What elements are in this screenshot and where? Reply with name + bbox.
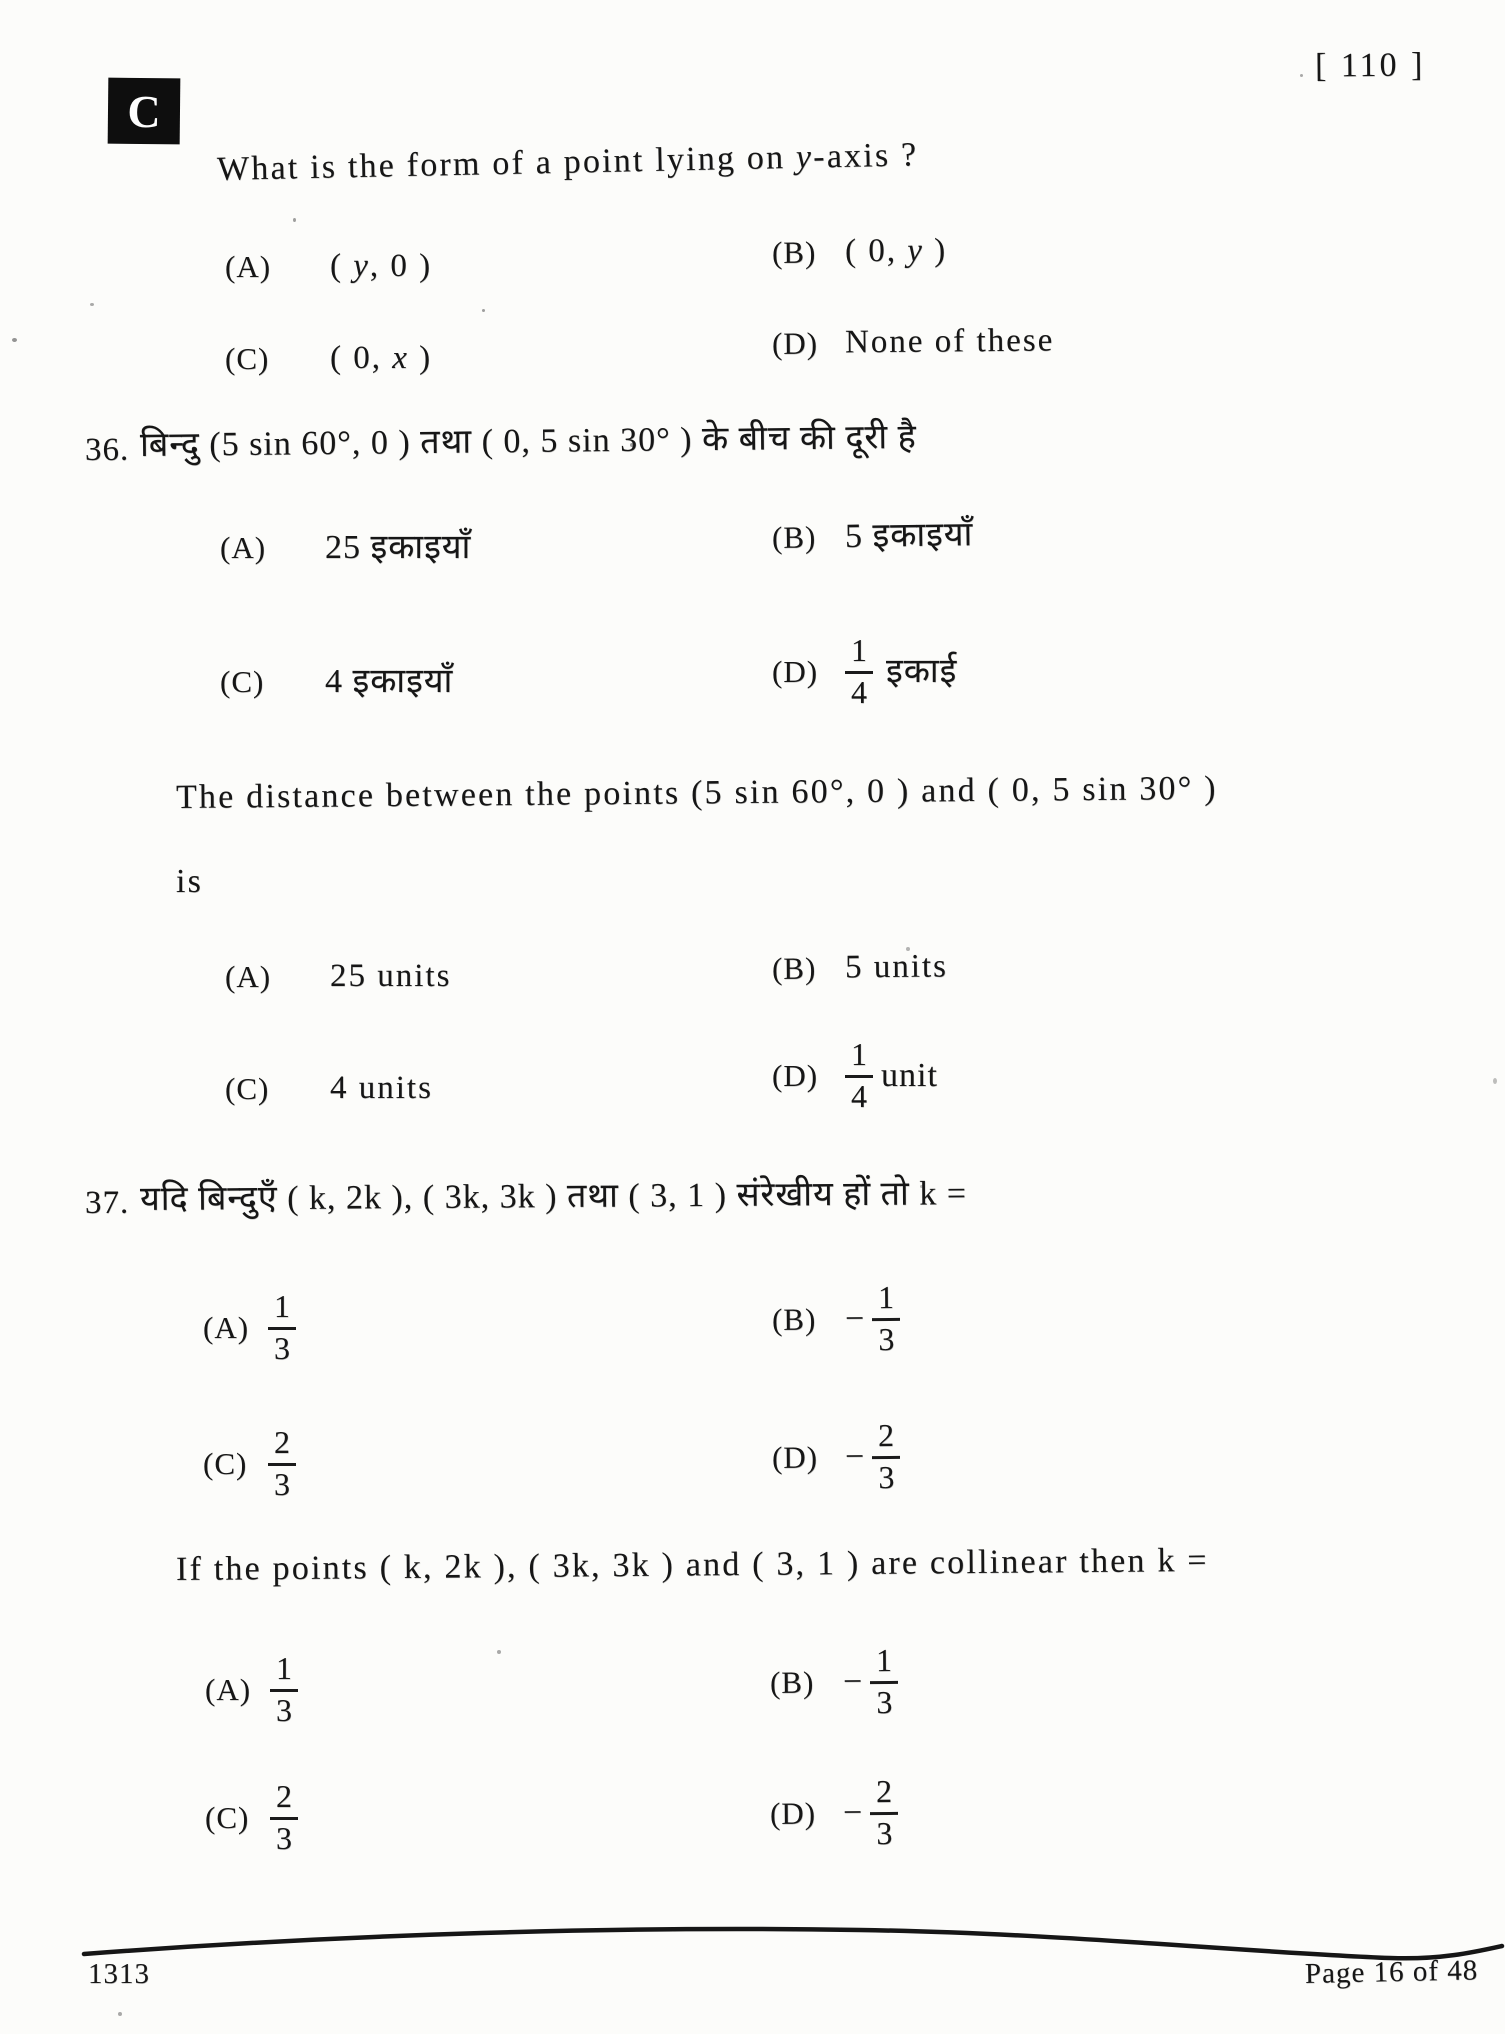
- option-label: (C): [203, 1446, 248, 1482]
- option-label: (A): [225, 249, 272, 285]
- fraction-denominator: 3: [878, 1320, 895, 1357]
- option-value: None of these: [844, 322, 1055, 361]
- option-c: [225, 1070, 433, 1108]
- fraction: [870, 1772, 899, 1851]
- fraction-denominator: 4: [851, 673, 867, 710]
- option-label: (D): [771, 325, 819, 362]
- option-label: (D): [772, 1058, 819, 1094]
- option-label: (C): [225, 1071, 270, 1107]
- footer-page-code: 1313: [88, 1958, 150, 1990]
- option-label: (C): [205, 1800, 250, 1836]
- option-label: (C): [220, 663, 265, 699]
- option-c: [225, 340, 432, 378]
- page-ref: [ 110 ]: [1314, 46, 1426, 85]
- scan-speck: [12, 338, 17, 342]
- option-b: [772, 515, 974, 557]
- option-c: [220, 662, 453, 701]
- option-value: 25 units: [330, 958, 452, 994]
- footer-rule: [0, 1912, 1505, 1982]
- fraction: [270, 1780, 298, 1856]
- option-label: (B): [771, 519, 817, 555]
- option-label: (D): [769, 1795, 817, 1832]
- option-label: (B): [769, 1664, 815, 1701]
- question-stem-hindi: यदि बिन्दुएँ ( k, 2k ), ( 3k, 3k ) तथा ( 3, 1 ) संरेखीय हों तो k =: [139, 1175, 968, 1218]
- question-number: 36.: [85, 432, 130, 468]
- fraction-denominator: 3: [878, 1458, 895, 1495]
- option-d: [771, 1416, 901, 1496]
- option-label: (D): [772, 654, 819, 690]
- option-a: [203, 1290, 296, 1366]
- fraction: [845, 1038, 873, 1114]
- math-var: x: [392, 340, 409, 376]
- option-value: 4 इकाइयाँ: [325, 663, 454, 700]
- option-value: 4 units: [330, 1070, 433, 1106]
- question-stem-english-line2: is: [176, 863, 204, 900]
- fraction-numerator: 1: [872, 1281, 900, 1321]
- fraction-numerator: 2: [268, 1426, 296, 1466]
- fraction: [270, 1652, 298, 1728]
- lead-question-pre: What is the form of a point lying on: [216, 138, 797, 188]
- question-stem-english: If the points ( k, 2k ), ( 3k, 3k ) and ( 3, 1 ) are collinear then k =: [175, 1541, 1209, 1588]
- option-label: (D): [771, 1439, 819, 1476]
- option-b: [769, 1641, 899, 1721]
- fraction: [845, 634, 873, 710]
- fraction-denominator: 4: [851, 1077, 867, 1114]
- scan-speck: [497, 1650, 501, 1654]
- option-c: [205, 1780, 298, 1856]
- option-label: (A): [225, 959, 272, 995]
- option-c: [203, 1426, 296, 1502]
- minus-sign: −: [842, 1794, 863, 1832]
- scan-speck: [1300, 74, 1303, 77]
- scan-speck: [630, 443, 634, 447]
- minus-sign: −: [844, 1300, 865, 1338]
- minus-sign: −: [844, 1438, 865, 1476]
- question-number: 37.: [85, 1185, 130, 1221]
- fraction-denominator: 3: [274, 1329, 290, 1366]
- math-var: y: [353, 248, 370, 284]
- option-label: (B): [771, 1301, 817, 1338]
- option-value: ( y, 0 ): [330, 248, 433, 284]
- option-a: [205, 1652, 298, 1728]
- option-d: [772, 323, 1055, 363]
- scan-speck: [1493, 1078, 1497, 1084]
- scan-speck: [293, 218, 296, 222]
- math-var: y: [795, 138, 814, 176]
- fraction: [872, 1416, 901, 1495]
- option-value: इकाई: [886, 653, 958, 691]
- fraction-numerator: 1: [270, 1652, 298, 1692]
- minus-sign: −: [842, 1663, 863, 1701]
- fraction-numerator: 2: [870, 1775, 898, 1815]
- fraction-numerator: 2: [270, 1780, 298, 1820]
- option-label: (A): [220, 529, 267, 565]
- option-a: [225, 958, 451, 996]
- question-stem-hindi: बिन्दु (5 sin 60°, 0 ) तथा ( 0, 5 sin 30° ) के बीच की दूरी है: [139, 418, 917, 464]
- option-label: (C): [225, 341, 270, 377]
- option-label: (A): [205, 1672, 252, 1708]
- option-value: ( 0, y ): [844, 232, 948, 270]
- option-d: [772, 1038, 938, 1114]
- option-value: 5 इकाइयाँ: [844, 516, 974, 555]
- fraction-denominator: 3: [876, 1683, 893, 1720]
- option-b: [771, 1278, 901, 1358]
- fraction: [268, 1426, 296, 1502]
- lead-question-text: [217, 135, 919, 189]
- option-b: [772, 948, 948, 987]
- option-d: [769, 1772, 899, 1852]
- fraction-numerator: 1: [870, 1644, 898, 1684]
- fraction-numerator: 1: [268, 1290, 296, 1330]
- option-value: ( 0, x ): [330, 340, 433, 376]
- section-badge: C: [108, 78, 181, 145]
- option-d: [772, 634, 957, 710]
- fraction-denominator: 3: [276, 1691, 292, 1728]
- fraction-denominator: 3: [276, 1819, 292, 1856]
- fraction: [268, 1290, 296, 1366]
- fraction: [872, 1278, 901, 1357]
- option-value: 5 units: [844, 948, 949, 986]
- option-value: 25 इकाइयाँ: [325, 529, 472, 566]
- option-label: (B): [771, 234, 817, 271]
- question-stem-english: The distance between the points (5 sin 60°, 0 ) and ( 0, 5 sin 30° ): [175, 769, 1218, 816]
- fraction: [870, 1641, 899, 1720]
- scan-speck: [482, 309, 485, 312]
- option-label: (A): [203, 1310, 250, 1346]
- option-b: [772, 232, 947, 271]
- scan-speck: [90, 303, 94, 306]
- footer-page-number: Page 16 of 48: [1304, 1954, 1479, 1990]
- scan-speck: [906, 947, 910, 951]
- lead-question-post: -axis ?: [812, 136, 919, 176]
- option-value: unit: [881, 1057, 938, 1095]
- option-label: (B): [771, 950, 817, 987]
- option-a: [220, 528, 471, 567]
- fraction-numerator: 2: [872, 1419, 900, 1459]
- fraction-denominator: 3: [274, 1465, 290, 1502]
- math-var: y: [907, 232, 925, 269]
- fraction-numerator: 1: [845, 634, 873, 674]
- scan-speck: [118, 2012, 122, 2016]
- option-a: [225, 248, 432, 286]
- scan-speck: [920, 1185, 923, 1188]
- fraction-denominator: 3: [876, 1814, 893, 1851]
- fraction-numerator: 1: [845, 1038, 873, 1078]
